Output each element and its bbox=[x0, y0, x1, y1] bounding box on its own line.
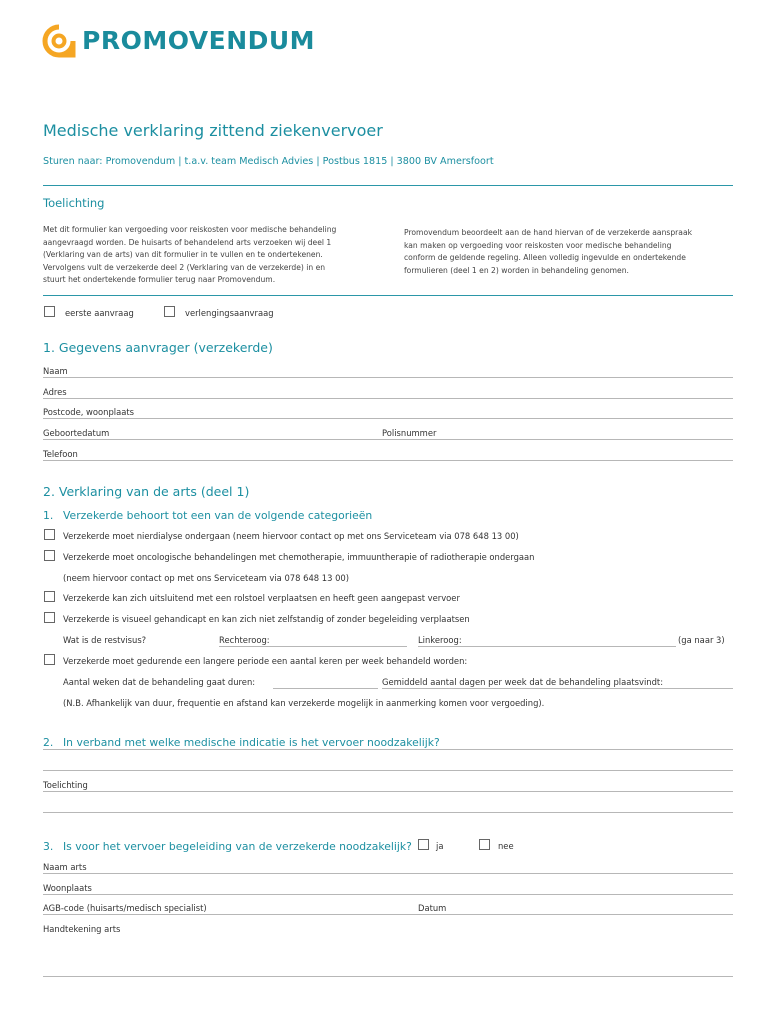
langere-periode-checkbox[interactable] bbox=[44, 654, 55, 665]
woonplaats-field[interactable] bbox=[43, 894, 733, 895]
visueel-checkbox[interactable] bbox=[44, 612, 55, 623]
q1-number: 1. bbox=[43, 509, 54, 522]
q3-text: Is voor het vervoer begeleiding van de verzekerde noodzakelijk? bbox=[63, 840, 412, 853]
q3-number: 3. bbox=[43, 840, 54, 853]
geboortedatum-field[interactable] bbox=[43, 439, 733, 440]
restvisus-label: Wat is de restvisus? bbox=[63, 635, 147, 645]
rolstoel-checkbox[interactable] bbox=[44, 591, 55, 602]
ga-naar-3: (ga naar 3) bbox=[678, 635, 725, 645]
datum-label: Datum bbox=[418, 903, 447, 913]
handtekening-field[interactable] bbox=[43, 976, 733, 977]
days-label: Gemiddeld aantal dagen per week dat de behandeling plaatsvindt: bbox=[382, 677, 664, 687]
toelichting-heading: Toelichting bbox=[43, 196, 105, 210]
handtekening-label: Handtekening arts bbox=[43, 924, 121, 934]
postcode-label: Postcode, woonplaats bbox=[43, 407, 135, 417]
section1-heading: 1. Gegevens aanvrager (verzekerde) bbox=[43, 340, 273, 355]
q2-line-1[interactable] bbox=[43, 749, 733, 750]
nierdialyse-checkbox[interactable] bbox=[44, 529, 55, 540]
oncologie-checkbox[interactable] bbox=[44, 550, 55, 561]
q2-text: In verband met welke medische indicatie is het vervoer noodzakelijk? bbox=[63, 736, 440, 749]
verlengingsaanvraag-checkbox[interactable] bbox=[164, 306, 175, 317]
verlengingsaanvraag-label: verlengingsaanvraag bbox=[185, 308, 274, 318]
section2-heading: 2. Verklaring van de arts (deel 1) bbox=[43, 484, 250, 499]
q1-text: Verzekerde behoort tot een van de volgende categorieën bbox=[63, 509, 373, 522]
linkeroog-field[interactable] bbox=[418, 646, 676, 647]
naam-field[interactable] bbox=[43, 377, 733, 378]
nierdialyse-label: Verzekerde moet nierdialyse ondergaan (neem hiervoor contact op met ons Serviceteam via 078 648 13 00) bbox=[63, 531, 519, 541]
polisnummer-label: Polisnummer bbox=[382, 428, 437, 438]
rolstoel-label: Verzekerde kan zich uitsluitend met een rolstoel verplaatsen en heeft geen aangepast vervoer bbox=[63, 593, 460, 603]
logo-mark-icon bbox=[42, 24, 76, 58]
adres-field[interactable] bbox=[43, 398, 733, 399]
nee-label: nee bbox=[498, 841, 514, 851]
naam-arts-label: Naam arts bbox=[43, 862, 87, 872]
woonplaats-label: Woonplaats bbox=[43, 883, 92, 893]
nb-note: (N.B. Afhankelijk van duur, frequentie en afstand kan verzekerde mogelijk in aanmerking komen voor vergoeding). bbox=[63, 698, 545, 708]
linkeroog-label: Linkeroog: bbox=[418, 635, 462, 645]
langere-periode-label: Verzekerde moet gedurende een langere periode een aantal keren per week behandeld worden: bbox=[63, 656, 468, 666]
rechteroog-label: Rechteroog: bbox=[219, 635, 270, 645]
q2-line-4[interactable] bbox=[43, 812, 733, 813]
weeks-field[interactable] bbox=[273, 688, 378, 689]
page-title: Medische verklaring zittend ziekenvervoer bbox=[43, 121, 383, 140]
eerste-aanvraag-checkbox[interactable] bbox=[44, 306, 55, 317]
send-address: Sturen naar: Promovendum | t.a.v. team Medisch Advies | Postbus 1815 | 3800 BV Amersfoort bbox=[43, 156, 494, 167]
oncologie-label: Verzekerde moet oncologische behandelingen met chemotherapie, immuuntherapie of radiotherapie ondergaan bbox=[63, 552, 535, 562]
ja-label: ja bbox=[436, 841, 444, 851]
visueel-label: Verzekerde is visueel gehandicapt en kan zich niet zelfstandig of zonder begeleiding verplaatsen bbox=[63, 614, 470, 624]
telefoon-label: Telefoon bbox=[43, 449, 78, 459]
divider bbox=[43, 295, 733, 296]
ja-checkbox[interactable] bbox=[418, 839, 429, 850]
naam-label: Naam bbox=[43, 366, 68, 376]
q2-line-2[interactable] bbox=[43, 770, 733, 771]
divider bbox=[43, 185, 733, 186]
q2-number: 2. bbox=[43, 736, 54, 749]
q2-line-3[interactable] bbox=[43, 791, 733, 792]
toelichting-left-text: Met dit formulier kan vergoeding voor reiskosten voor medische behandeling aangevraagd worden. De huisarts of behandelend arts verzoeken wij deel 1 (Verklaring van de arts) van dit formulier in te vullen en te ondertekenen. Vervolgens vult de verzekerde deel 2 (Verklaring van de verzekerde) in en stuurt het ondertekende formulier terug naar Promovendum. bbox=[43, 225, 337, 285]
agb-label: AGB-code (huisarts/medisch specialist) bbox=[43, 903, 207, 913]
agb-field[interactable] bbox=[43, 914, 733, 915]
q2-toelichting-label: Toelichting bbox=[43, 780, 88, 790]
weeks-label: Aantal weken dat de behandeling gaat duren: bbox=[63, 677, 256, 687]
days-field[interactable] bbox=[382, 688, 733, 689]
oncologie-note: (neem hiervoor contact op met ons Serviceteam via 078 648 13 00) bbox=[63, 573, 350, 583]
naam-arts-field[interactable] bbox=[43, 873, 733, 874]
rechteroog-field[interactable] bbox=[219, 646, 407, 647]
postcode-field[interactable] bbox=[43, 418, 733, 419]
toelichting-right-text: Promovendum beoordeelt aan de hand hiervan of de verzekerde aanspraak kan maken op vergoeding voor reiskosten voor medische behandeling conform de geldende regeling. Alleen volledig ingevulde en ondertekende formulieren (deel 1 en 2) worden in behandeling genomen. bbox=[404, 228, 692, 275]
adres-label: Adres bbox=[43, 387, 67, 397]
geboortedatum-label: Geboortedatum bbox=[43, 428, 110, 438]
eerste-aanvraag-label: eerste aanvraag bbox=[65, 308, 134, 318]
logo-wordmark: PROMOVENDUM bbox=[82, 26, 316, 55]
nee-checkbox[interactable] bbox=[479, 839, 490, 850]
telefoon-field[interactable] bbox=[43, 460, 733, 461]
